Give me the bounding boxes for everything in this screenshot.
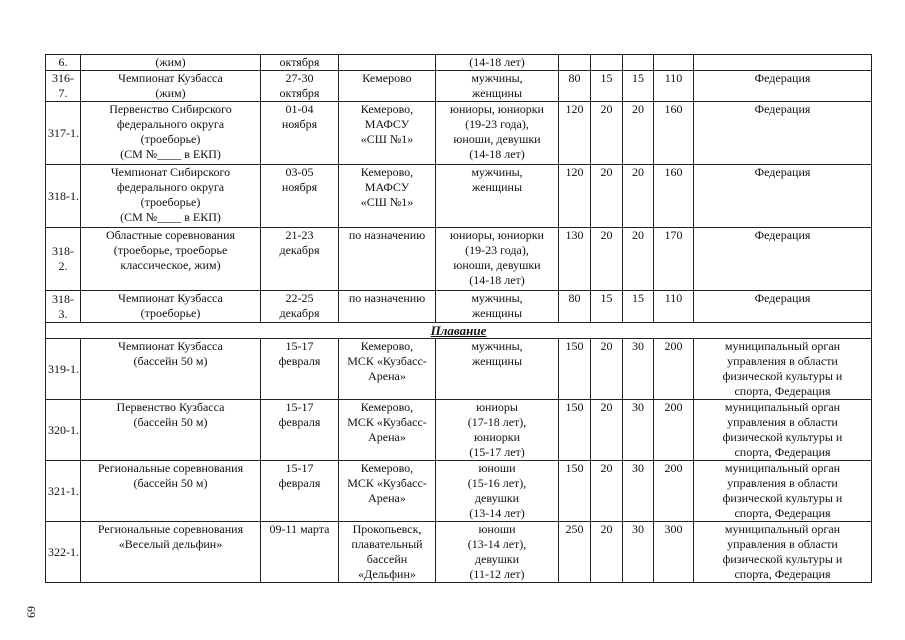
organizer (694, 522, 872, 583)
event-place-line: МСК «Кузбасс- (347, 476, 427, 490)
event-place-line: Арена» (368, 369, 406, 383)
table-row (46, 339, 872, 400)
count-total: 300 (654, 522, 694, 583)
event-dates (261, 165, 339, 228)
participants-line: женщины (471, 306, 523, 320)
participants-line: (14-18 лет) (469, 55, 525, 69)
row-number-line: 321-1. (48, 483, 79, 498)
event-name-line: Региональные соревнования (97, 522, 244, 536)
row-number-line: 318- (52, 291, 74, 306)
participants-line: (15-17 лет) (469, 445, 525, 459)
participants-line: женщины (471, 86, 523, 100)
participants-line: (13-14 лет) (469, 506, 525, 520)
event-place-line: «СШ №1» (360, 132, 414, 146)
event-dates (261, 400, 339, 461)
organizer-line: Федерация (754, 71, 811, 85)
event-place-line: МАФСУ (364, 180, 410, 194)
participants-line: юноши (478, 461, 516, 475)
event-dates (261, 55, 339, 71)
event-dates-line: декабря (279, 243, 320, 257)
count-coaches: 20 (591, 339, 623, 400)
participants (436, 522, 559, 583)
event-dates-line: 21-23 (285, 228, 314, 242)
participants (436, 461, 559, 522)
row-number-line: 318-1. (48, 188, 79, 203)
row-number-line: 317-1. (48, 125, 79, 140)
organizer-line: Федерация (754, 291, 811, 305)
participants-line: юниоры, юниорки (450, 228, 544, 242)
event-dates (261, 102, 339, 165)
event-name-line: федерального округа (116, 117, 225, 131)
organizer (694, 102, 872, 165)
event-name-line: Региональные соревнования (97, 461, 244, 475)
row-number-line: 3. (58, 306, 68, 321)
participants-line: мужчины, (471, 165, 523, 179)
count-judges: 30 (623, 522, 654, 583)
event-dates (261, 339, 339, 400)
count-participants: 250 (559, 522, 591, 583)
event-dates-line: февраля (278, 415, 321, 429)
table-row (46, 228, 872, 291)
event-dates-line: 03-05 (285, 165, 314, 179)
count-total: 200 (654, 400, 694, 461)
count-coaches: 20 (591, 102, 623, 165)
event-place (339, 291, 436, 323)
event-name-line: (жим) (155, 86, 186, 100)
event-place-line: МАФСУ (364, 117, 410, 131)
count-participants: 150 (559, 400, 591, 461)
organizer-line: спорта, Федерация (734, 384, 831, 398)
event-place-line: МСК «Кузбасс- (347, 354, 427, 368)
organizer-line: физической культуры и (722, 430, 843, 444)
event-place (339, 522, 436, 583)
count-judges: 30 (623, 400, 654, 461)
participants (436, 165, 559, 228)
participants (436, 400, 559, 461)
count-judges: 15 (623, 291, 654, 323)
event-place-line: бассейн (366, 552, 408, 566)
event-dates (261, 291, 339, 323)
event-name (81, 55, 261, 71)
table-row (46, 102, 872, 165)
schedule-table (45, 54, 872, 583)
count-total: 200 (654, 461, 694, 522)
event-dates-line: февраля (278, 354, 321, 368)
participants-line: женщины (471, 354, 523, 368)
event-place-line: Арена» (368, 430, 406, 444)
participants-line: (19-23 года), (465, 117, 529, 131)
organizer (694, 71, 872, 102)
event-name (81, 71, 261, 102)
count-total (654, 55, 694, 71)
event-place (339, 339, 436, 400)
table-row (46, 71, 872, 102)
organizer (694, 228, 872, 291)
row-number-line: 6. (58, 55, 68, 69)
event-place-line: по назначению (348, 291, 426, 305)
participants-line: девушки (474, 552, 520, 566)
organizer-line: муниципальный орган (724, 400, 841, 414)
event-name-line: (бассейн 50 м) (133, 415, 208, 429)
count-judges: 30 (623, 339, 654, 400)
organizer-line: Федерация (754, 228, 811, 242)
event-name-line: (троеборье) (140, 195, 201, 209)
organizer-line: физической культуры и (722, 491, 843, 505)
participants-line: юноши, девушки (453, 258, 541, 272)
event-dates-line: 15-17 (285, 339, 314, 353)
participants-line: юноши, девушки (453, 132, 541, 146)
organizer-line: управления в области (727, 415, 838, 429)
row-number (46, 461, 81, 522)
event-name (81, 165, 261, 228)
event-dates-line: октября (279, 86, 320, 100)
event-name-line: Областные соревнования (105, 228, 236, 242)
participants (436, 102, 559, 165)
event-name-line: Чемпионат Кузбасса (118, 291, 223, 305)
count-coaches: 15 (591, 291, 623, 323)
event-name (81, 339, 261, 400)
count-participants (559, 55, 591, 71)
event-place-line: Кемерово (362, 71, 412, 85)
event-dates (261, 461, 339, 522)
event-name (81, 400, 261, 461)
organizer (694, 165, 872, 228)
event-dates-line: ноября (281, 117, 318, 131)
count-total: 110 (654, 291, 694, 323)
count-participants: 150 (559, 461, 591, 522)
row-number-line: 316- (52, 71, 74, 85)
event-name (81, 522, 261, 583)
count-judges: 20 (623, 228, 654, 291)
event-place (339, 400, 436, 461)
count-participants: 130 (559, 228, 591, 291)
participants (436, 55, 559, 71)
page-number: 69 (24, 606, 38, 618)
participants-line: (19-23 года), (465, 243, 529, 257)
event-dates-line: 22-25 (285, 291, 314, 305)
count-coaches: 20 (591, 522, 623, 583)
row-number-line: 318- (52, 244, 74, 258)
organizer-line: физической культуры и (722, 552, 843, 566)
participants-line: (13-14 лет), (467, 537, 527, 551)
organizer (694, 461, 872, 522)
count-coaches: 20 (591, 228, 623, 291)
count-participants: 80 (559, 291, 591, 323)
event-place-line: МСК «Кузбасс- (347, 415, 427, 429)
event-name (81, 291, 261, 323)
event-dates (261, 71, 339, 102)
event-dates-line: 15-17 (285, 400, 314, 414)
count-participants: 120 (559, 102, 591, 165)
event-name-line: (жим) (155, 55, 186, 69)
event-name-line: Чемпионат Кузбасса (118, 339, 223, 353)
event-dates-line: февраля (278, 476, 321, 490)
row-number-line: 7. (58, 86, 68, 100)
row-number (46, 71, 81, 102)
participants-line: женщины (471, 180, 523, 194)
organizer-line: управления в области (727, 537, 838, 551)
participants-line: юниоры, юниорки (450, 102, 544, 116)
count-coaches: 20 (591, 400, 623, 461)
row-number (46, 55, 81, 71)
row-number (46, 339, 81, 400)
event-place-line: «Дельфин» (358, 567, 416, 581)
table-row (46, 291, 872, 323)
organizer-line: спорта, Федерация (734, 567, 831, 581)
participants-line: девушки (474, 491, 520, 505)
row-number-line: 2. (58, 259, 68, 273)
participants-line: (14-18 лет) (469, 147, 525, 161)
organizer-line: физической культуры и (722, 369, 843, 383)
event-name-line: Чемпионат Кузбасса (118, 71, 223, 85)
event-name-line: Первенство Сибирского (109, 102, 232, 116)
row-number-line: 319-1. (48, 361, 79, 376)
count-total: 160 (654, 102, 694, 165)
event-place-line: Кемерово, (360, 400, 414, 414)
participants-line: юниоры (476, 400, 518, 414)
table-row (46, 55, 872, 71)
event-name-line: Чемпионат Сибирского (110, 165, 231, 179)
event-dates-line: 15-17 (285, 461, 314, 475)
row-number-line: 320-1. (48, 422, 79, 437)
organizer-line: спорта, Федерация (734, 506, 831, 520)
organizer-line: Федерация (754, 165, 811, 179)
event-place-line: по назначению (348, 228, 426, 242)
organizer (694, 291, 872, 323)
row-number (46, 165, 81, 228)
event-name-line: (бассейн 50 м) (133, 476, 208, 490)
section-heading: Плавание (46, 323, 872, 339)
count-total: 200 (654, 339, 694, 400)
event-place (339, 165, 436, 228)
count-judges: 20 (623, 165, 654, 228)
organizer-line: муниципальный орган (724, 522, 841, 536)
row-number (46, 291, 81, 323)
organizer-line: муниципальный орган (724, 339, 841, 353)
event-place (339, 71, 436, 102)
event-place-line: Кемерово, (360, 102, 414, 116)
organizer-line: Федерация (754, 102, 811, 116)
count-participants: 80 (559, 71, 591, 102)
count-participants: 150 (559, 339, 591, 400)
count-judges (623, 55, 654, 71)
count-coaches: 20 (591, 165, 623, 228)
event-name-line: (СМ №____ в ЕКП) (120, 210, 221, 224)
row-number (46, 522, 81, 583)
event-name (81, 102, 261, 165)
table-row (46, 400, 872, 461)
event-name (81, 461, 261, 522)
event-dates (261, 228, 339, 291)
table-row (46, 461, 872, 522)
schedule-body (46, 55, 872, 583)
organizer (694, 400, 872, 461)
organizer-line: управления в области (727, 476, 838, 490)
count-coaches (591, 55, 623, 71)
event-place-line: плавательный (351, 537, 423, 551)
event-place-line: «СШ №1» (360, 195, 414, 209)
row-number (46, 400, 81, 461)
row-number-line: 322-1. (48, 544, 79, 559)
event-place (339, 461, 436, 522)
event-place-line: Кемерово, (360, 165, 414, 179)
event-name-line: классическое, жим) (120, 258, 221, 272)
count-judges: 30 (623, 461, 654, 522)
organizer-line: управления в области (727, 354, 838, 368)
organizer (694, 55, 872, 71)
event-name-line: (СМ №____ в ЕКП) (120, 147, 221, 161)
event-dates (261, 522, 339, 583)
event-name-line: (бассейн 50 м) (133, 354, 208, 368)
count-total: 110 (654, 71, 694, 102)
row-number (46, 228, 81, 291)
participants-line: мужчины, (471, 71, 523, 85)
event-place-line: Прокопьевск, (352, 522, 422, 536)
row-number (46, 102, 81, 165)
participants-line: мужчины, (471, 339, 523, 353)
count-total: 160 (654, 165, 694, 228)
organizer-line: спорта, Федерация (734, 445, 831, 459)
participants-line: (15-16 лет), (467, 476, 527, 490)
participants-line: (17-18 лет), (467, 415, 527, 429)
event-name-line: (троеборье, троеборье (113, 243, 228, 257)
participants-line: юноши (478, 522, 516, 536)
participants-line: (14-18 лет) (469, 273, 525, 287)
participants (436, 339, 559, 400)
event-name (81, 228, 261, 291)
event-place-line: Арена» (368, 491, 406, 505)
count-coaches: 15 (591, 71, 623, 102)
event-dates-line: 09-11 марта (269, 522, 330, 536)
participants (436, 71, 559, 102)
participants-line: юниорки (473, 430, 521, 444)
event-place-line: Кемерово, (360, 461, 414, 475)
participants-line: мужчины, (471, 291, 523, 305)
table-row (46, 165, 872, 228)
count-judges: 15 (623, 71, 654, 102)
event-dates-line: ноября (281, 180, 318, 194)
event-place (339, 55, 436, 71)
event-dates-line: декабря (279, 306, 320, 320)
event-name-line: (троеборье) (140, 132, 201, 146)
section-row (46, 323, 872, 339)
event-name-line: (троеборье) (140, 306, 201, 320)
count-total: 170 (654, 228, 694, 291)
event-place-line: Кемерово, (360, 339, 414, 353)
event-name-line: Первенство Кузбасса (116, 400, 225, 414)
event-name-line: «Веселый дельфин» (118, 537, 223, 551)
event-place (339, 102, 436, 165)
event-place (339, 228, 436, 291)
event-dates-line: октября (279, 55, 320, 69)
count-judges: 20 (623, 102, 654, 165)
count-coaches: 20 (591, 461, 623, 522)
participants (436, 291, 559, 323)
table-row (46, 522, 872, 583)
event-name-line: федерального округа (116, 180, 225, 194)
event-dates-line: 27-30 (285, 71, 314, 85)
participants (436, 228, 559, 291)
organizer (694, 339, 872, 400)
participants-line: (11-12 лет) (469, 567, 525, 581)
organizer-line: муниципальный орган (724, 461, 841, 475)
count-participants: 120 (559, 165, 591, 228)
event-dates-line: 01-04 (285, 102, 314, 116)
